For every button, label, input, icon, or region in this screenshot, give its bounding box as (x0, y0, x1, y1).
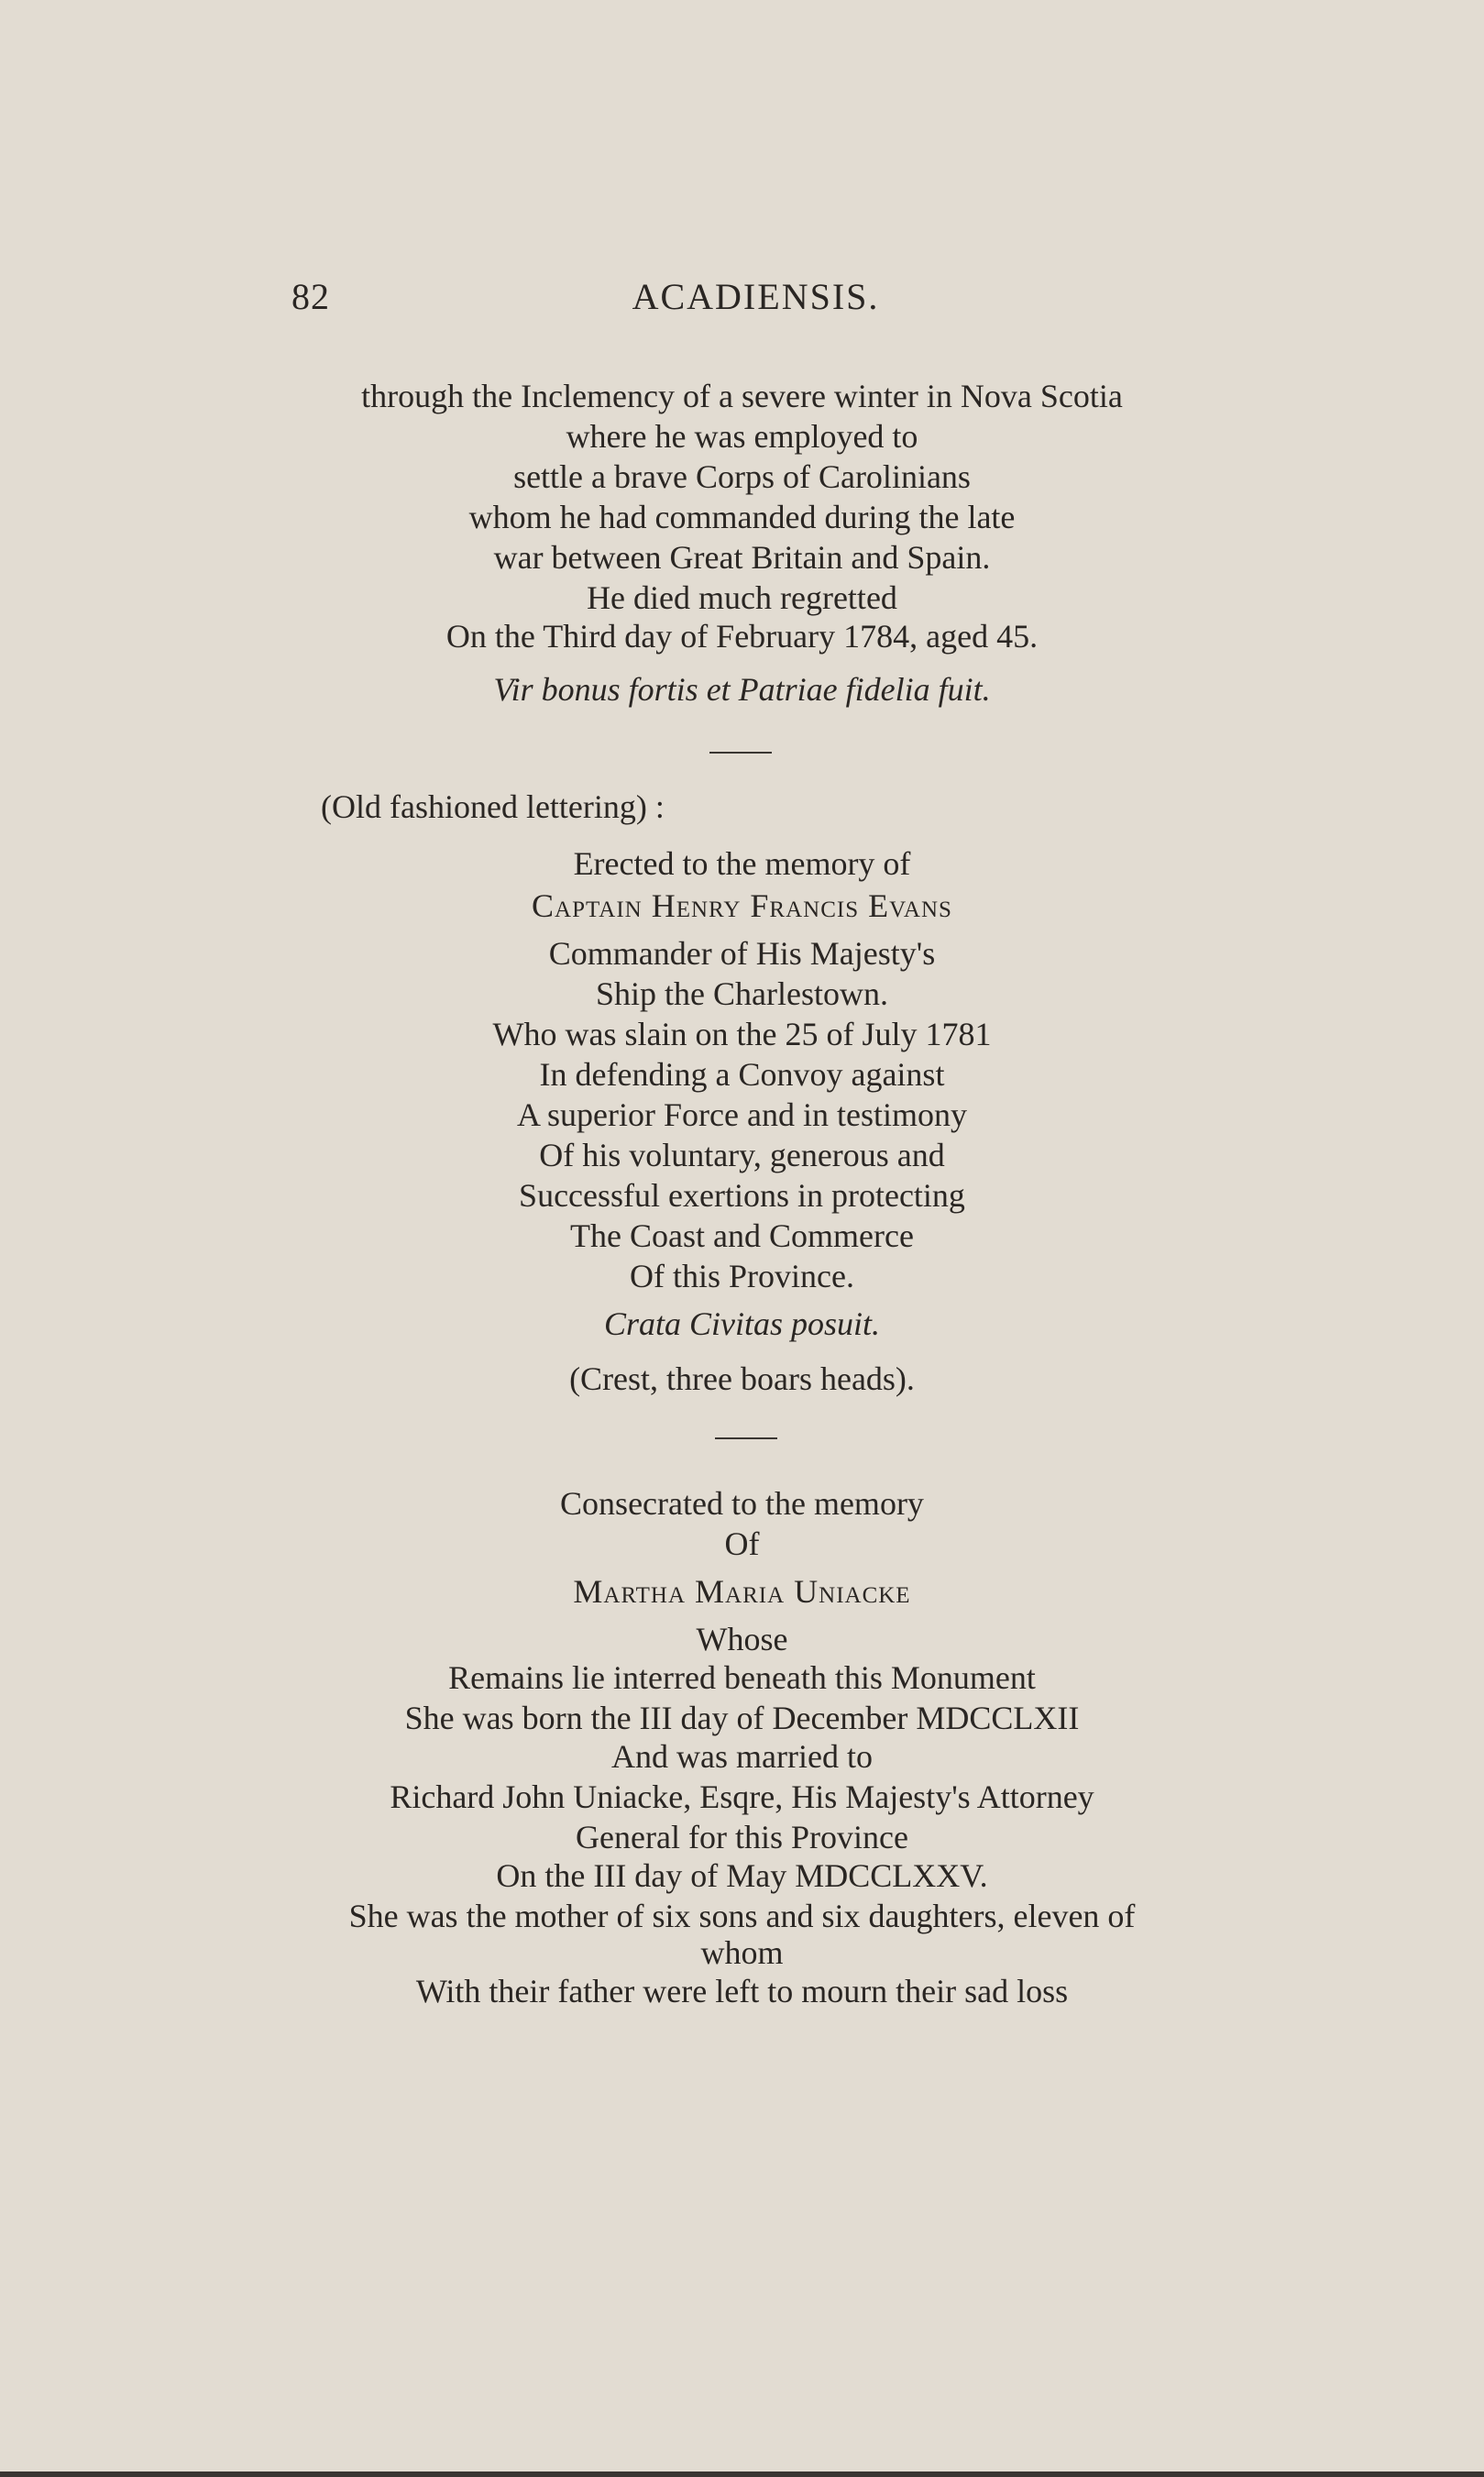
epitaph-3-line: Remains lie interred beneath this Monument (448, 1659, 1036, 1696)
epitaph-2-crest-note: (Crest, three boars heads). (569, 1360, 915, 1397)
epitaph-1-line: whom he had commanded during the late (468, 499, 1016, 535)
page-edge (0, 2471, 1484, 2477)
epitaph-2-motto: Crata Civitas posuit. (603, 1305, 881, 1342)
epitaph-1-motto: Vir bonus fortis et Patriae fidelia fuit. (493, 671, 991, 708)
epitaph-1-line: settle a brave Corps of Carolinians (513, 458, 971, 495)
epitaph-1-line: war between Great Britain and Spain. (493, 539, 991, 576)
epitaph-2-line: Of his voluntary, generous and (539, 1137, 945, 1173)
epitaph-2-line: Ship the Charlestown. (596, 975, 888, 1012)
epitaph-1-line: He died much regretted (587, 579, 897, 616)
epitaph-2-line: In defending a Convoy against (539, 1056, 945, 1093)
section-divider (709, 752, 772, 754)
page-header (0, 275, 1484, 330)
epitaph-3-line: She was the mother of six sons and six daughters, eleven of (348, 1898, 1136, 1934)
page-number: 82 (291, 276, 330, 317)
epitaph-3-line: She was born the III day of December MDCCLXII (404, 1700, 1080, 1736)
epitaph-3-line: Of (724, 1525, 760, 1562)
epitaph-3-line: Richard John Uniacke, Esqre, His Majesty's Attorney (390, 1778, 1094, 1815)
epitaph-2-line: Successful exertions in protecting (519, 1177, 965, 1214)
epitaph-3-line: On the III day of May MDCCLXXV. (496, 1857, 988, 1894)
epitaph-3-line: Consecrated to the memory (560, 1485, 924, 1522)
epitaph-1-line: On the Third day of February 1784, aged 45. (445, 618, 1039, 655)
epitaph-1-line: where he was employed to (566, 418, 918, 455)
epitaph-3-line: With their father were left to mourn their sad loss (415, 1973, 1069, 2009)
epitaph-2-line: Of this Province. (630, 1258, 854, 1294)
epitaph-2-line: Commander of His Majesty's (548, 935, 936, 972)
epitaph-3-line: And was married to (611, 1738, 873, 1775)
epitaph-2-name: Captain Henry Francis Evans (532, 887, 952, 924)
epitaph-3-line: Whose (696, 1621, 788, 1657)
epitaph-2-label: (Old fashioned lettering) : (321, 788, 665, 825)
epitaph-3-line: General for this Province (576, 1819, 908, 1855)
section-divider (715, 1437, 777, 1439)
epitaph-2-line: A superior Force and in testimony (517, 1096, 967, 1133)
epitaph-1-line: through the Inclemency of a severe winter in Nova Scotia (361, 378, 1123, 414)
running-head-title: ACADIENSIS. (632, 276, 880, 317)
epitaph-2-line: Who was slain on the 25 of July 1781 (492, 1016, 992, 1052)
epitaph-3-name: Martha Maria Uniacke (573, 1573, 911, 1610)
epitaph-3-line: whom (700, 1934, 784, 1971)
epitaph-2-line: The Coast and Commerce (570, 1217, 914, 1254)
epitaph-2-line: Erected to the memory of (573, 845, 911, 882)
